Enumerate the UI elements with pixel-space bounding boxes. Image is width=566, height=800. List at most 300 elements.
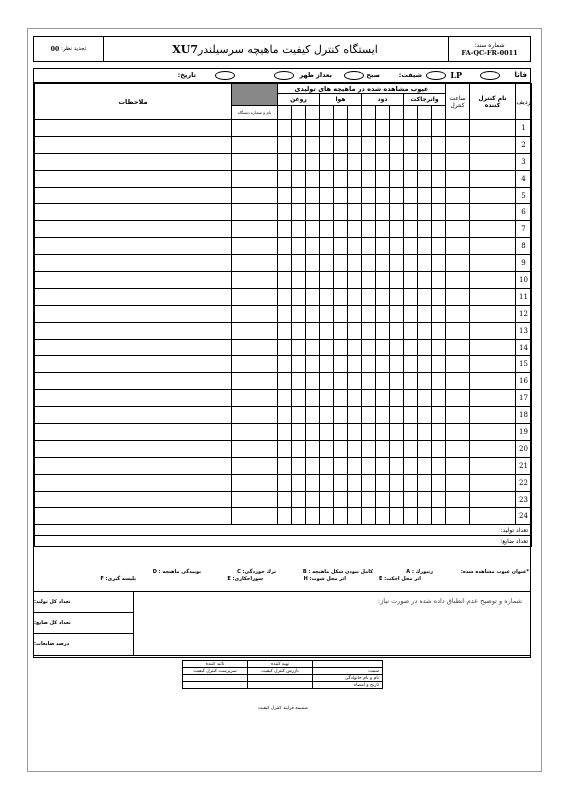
table-cell[interactable]	[376, 255, 390, 272]
table-cell[interactable]	[306, 339, 320, 356]
table-cell[interactable]	[446, 356, 470, 373]
table-cell[interactable]	[404, 491, 418, 508]
table-cell[interactable]	[470, 255, 516, 272]
table-cell[interactable]	[432, 390, 446, 407]
table-cell[interactable]	[470, 390, 516, 407]
table-cell[interactable]	[390, 339, 404, 356]
table-cell[interactable]	[334, 390, 348, 407]
table-cell[interactable]	[432, 136, 446, 153]
table-cell[interactable]	[362, 508, 376, 525]
extra-checkbox[interactable]	[215, 71, 235, 80]
table-cell[interactable]	[35, 457, 232, 474]
table-cell[interactable]	[362, 339, 376, 356]
table-cell[interactable]	[232, 390, 278, 407]
table-cell[interactable]	[35, 120, 232, 137]
table-cell[interactable]	[278, 221, 292, 238]
table-cell[interactable]	[348, 272, 362, 289]
table-cell[interactable]	[362, 187, 376, 204]
table-cell[interactable]	[376, 424, 390, 441]
table-cell[interactable]	[418, 187, 432, 204]
table-cell[interactable]	[306, 238, 320, 255]
table-cell[interactable]	[292, 255, 306, 272]
table-cell[interactable]	[446, 187, 470, 204]
table-cell[interactable]	[320, 204, 334, 221]
prepared-sign-field[interactable]	[248, 682, 313, 689]
table-cell[interactable]	[35, 508, 232, 525]
table-cell[interactable]	[306, 170, 320, 187]
table-cell[interactable]	[432, 407, 446, 424]
table-cell[interactable]	[320, 491, 334, 508]
table-cell[interactable]	[334, 187, 348, 204]
table-cell[interactable]	[418, 204, 432, 221]
table-cell[interactable]	[278, 136, 292, 153]
table-cell[interactable]	[320, 153, 334, 170]
table-cell[interactable]	[432, 221, 446, 238]
table-cell[interactable]	[446, 457, 470, 474]
table-cell[interactable]	[470, 136, 516, 153]
table-cell[interactable]	[376, 170, 390, 187]
table-cell[interactable]	[376, 153, 390, 170]
table-cell[interactable]	[306, 407, 320, 424]
table-cell[interactable]	[278, 153, 292, 170]
table-cell[interactable]	[362, 170, 376, 187]
afternoon-checkbox[interactable]	[274, 71, 294, 80]
table-cell[interactable]	[292, 221, 306, 238]
table-cell[interactable]	[362, 255, 376, 272]
table-cell[interactable]	[320, 288, 334, 305]
table-cell[interactable]	[390, 356, 404, 373]
table-cell[interactable]	[432, 153, 446, 170]
table-cell[interactable]	[446, 204, 470, 221]
table-cell[interactable]	[278, 238, 292, 255]
table-cell[interactable]	[470, 356, 516, 373]
table-cell[interactable]	[390, 288, 404, 305]
table-cell[interactable]	[292, 356, 306, 373]
table-cell[interactable]	[278, 272, 292, 289]
table-cell[interactable]	[320, 136, 334, 153]
table-cell[interactable]	[376, 272, 390, 289]
table-cell[interactable]	[418, 255, 432, 272]
table-cell[interactable]	[306, 272, 320, 289]
table-cell[interactable]	[470, 120, 516, 137]
table-cell[interactable]	[306, 153, 320, 170]
table-cell[interactable]	[306, 187, 320, 204]
table-cell[interactable]	[292, 187, 306, 204]
table-cell[interactable]	[404, 424, 418, 441]
table-cell[interactable]	[348, 474, 362, 491]
table-cell[interactable]	[35, 153, 232, 170]
table-cell[interactable]	[362, 424, 376, 441]
table-cell[interactable]	[348, 491, 362, 508]
table-cell[interactable]	[376, 288, 390, 305]
table-cell[interactable]	[376, 440, 390, 457]
table-cell[interactable]	[232, 424, 278, 441]
table-cell[interactable]	[432, 170, 446, 187]
table-cell[interactable]	[470, 204, 516, 221]
table-cell[interactable]	[35, 187, 232, 204]
table-cell[interactable]	[470, 153, 516, 170]
table-cell[interactable]	[306, 474, 320, 491]
table-cell[interactable]	[35, 474, 232, 491]
table-cell[interactable]	[292, 288, 306, 305]
table-cell[interactable]	[376, 356, 390, 373]
table-cell[interactable]	[348, 204, 362, 221]
table-cell[interactable]	[334, 457, 348, 474]
table-cell[interactable]	[418, 491, 432, 508]
table-cell[interactable]	[446, 238, 470, 255]
table-cell[interactable]	[376, 491, 390, 508]
table-cell[interactable]	[306, 255, 320, 272]
table-cell[interactable]	[432, 373, 446, 390]
table-cell[interactable]	[446, 474, 470, 491]
morning-checkbox[interactable]	[344, 71, 364, 80]
table-cell[interactable]	[390, 491, 404, 508]
table-cell[interactable]	[306, 373, 320, 390]
table-cell[interactable]	[348, 356, 362, 373]
table-cell[interactable]	[320, 170, 334, 187]
table-cell[interactable]	[306, 305, 320, 322]
table-cell[interactable]	[334, 407, 348, 424]
table-cell[interactable]	[404, 221, 418, 238]
table-cell[interactable]	[390, 440, 404, 457]
table-cell[interactable]	[390, 153, 404, 170]
table-cell[interactable]	[306, 508, 320, 525]
table-cell[interactable]	[278, 424, 292, 441]
table-cell[interactable]	[278, 120, 292, 137]
table-cell[interactable]	[232, 305, 278, 322]
table-cell[interactable]	[390, 136, 404, 153]
table-cell[interactable]	[292, 238, 306, 255]
table-cell[interactable]	[362, 238, 376, 255]
table-cell[interactable]	[306, 457, 320, 474]
table-cell[interactable]	[404, 305, 418, 322]
table-cell[interactable]	[320, 238, 334, 255]
table-cell[interactable]	[446, 390, 470, 407]
table-cell[interactable]	[278, 170, 292, 187]
table-cell[interactable]	[432, 255, 446, 272]
table-cell[interactable]	[446, 491, 470, 508]
table-cell[interactable]	[390, 407, 404, 424]
table-cell[interactable]	[278, 204, 292, 221]
table-cell[interactable]	[232, 407, 278, 424]
table-cell[interactable]	[404, 322, 418, 339]
table-cell[interactable]	[418, 440, 432, 457]
table-cell[interactable]	[320, 390, 334, 407]
table-cell[interactable]	[348, 305, 362, 322]
table-cell[interactable]	[334, 170, 348, 187]
table-cell[interactable]	[292, 339, 306, 356]
table-cell[interactable]	[446, 322, 470, 339]
table-cell[interactable]	[432, 457, 446, 474]
table-cell[interactable]	[348, 339, 362, 356]
table-cell[interactable]	[376, 136, 390, 153]
table-cell[interactable]	[404, 390, 418, 407]
table-cell[interactable]	[348, 407, 362, 424]
table-cell[interactable]	[390, 238, 404, 255]
table-cell[interactable]	[418, 305, 432, 322]
table-cell[interactable]	[292, 508, 306, 525]
table-cell[interactable]	[418, 407, 432, 424]
table-cell[interactable]	[432, 339, 446, 356]
table-cell[interactable]	[35, 339, 232, 356]
table-cell[interactable]	[320, 508, 334, 525]
table-cell[interactable]	[334, 255, 348, 272]
table-cell[interactable]	[446, 373, 470, 390]
table-cell[interactable]	[348, 221, 362, 238]
table-cell[interactable]	[348, 440, 362, 457]
table-cell[interactable]	[348, 373, 362, 390]
table-cell[interactable]	[334, 288, 348, 305]
table-cell[interactable]	[418, 153, 432, 170]
table-cell[interactable]	[278, 457, 292, 474]
table-cell[interactable]	[390, 508, 404, 525]
table-cell[interactable]	[334, 322, 348, 339]
table-cell[interactable]	[390, 322, 404, 339]
table-cell[interactable]	[306, 356, 320, 373]
table-cell[interactable]	[446, 440, 470, 457]
table-cell[interactable]	[376, 339, 390, 356]
table-cell[interactable]	[376, 305, 390, 322]
table-cell[interactable]	[432, 440, 446, 457]
table-cell[interactable]	[470, 170, 516, 187]
table-cell[interactable]	[232, 288, 278, 305]
table-cell[interactable]	[432, 424, 446, 441]
production-total-label[interactable]: تعداد تولید:	[35, 525, 532, 536]
table-cell[interactable]	[418, 238, 432, 255]
table-cell[interactable]	[292, 457, 306, 474]
table-cell[interactable]	[418, 424, 432, 441]
table-cell[interactable]	[278, 373, 292, 390]
table-cell[interactable]	[35, 204, 232, 221]
table-cell[interactable]	[470, 407, 516, 424]
table-cell[interactable]	[334, 136, 348, 153]
table-cell[interactable]	[35, 407, 232, 424]
table-cell[interactable]	[292, 407, 306, 424]
table-cell[interactable]	[376, 238, 390, 255]
table-cell[interactable]	[232, 221, 278, 238]
approved-sign-field[interactable]	[183, 682, 248, 689]
table-cell[interactable]	[278, 255, 292, 272]
table-cell[interactable]	[390, 272, 404, 289]
table-cell[interactable]	[362, 474, 376, 491]
table-cell[interactable]	[404, 508, 418, 525]
table-cell[interactable]	[278, 356, 292, 373]
table-cell[interactable]	[470, 457, 516, 474]
table-cell[interactable]	[470, 221, 516, 238]
table-cell[interactable]	[418, 356, 432, 373]
table-cell[interactable]	[446, 136, 470, 153]
table-cell[interactable]	[362, 272, 376, 289]
table-cell[interactable]	[278, 390, 292, 407]
table-cell[interactable]	[35, 272, 232, 289]
table-cell[interactable]	[348, 255, 362, 272]
table-cell[interactable]	[390, 474, 404, 491]
table-cell[interactable]	[348, 153, 362, 170]
table-cell[interactable]	[232, 440, 278, 457]
table-cell[interactable]	[376, 187, 390, 204]
table-cell[interactable]	[418, 339, 432, 356]
table-cell[interactable]	[306, 204, 320, 221]
table-cell[interactable]	[362, 356, 376, 373]
table-cell[interactable]	[432, 187, 446, 204]
table-cell[interactable]	[348, 238, 362, 255]
table-cell[interactable]	[35, 322, 232, 339]
table-cell[interactable]	[334, 424, 348, 441]
waste-total-label[interactable]: تعداد ضایع:	[35, 536, 532, 547]
table-cell[interactable]	[418, 120, 432, 137]
table-cell[interactable]	[404, 238, 418, 255]
table-cell[interactable]	[418, 508, 432, 525]
table-cell[interactable]	[418, 136, 432, 153]
table-cell[interactable]	[232, 322, 278, 339]
total-production-field[interactable]: تعداد کل تولید:	[34, 592, 133, 613]
table-cell[interactable]	[35, 170, 232, 187]
table-cell[interactable]	[278, 440, 292, 457]
table-cell[interactable]	[334, 153, 348, 170]
table-cell[interactable]	[232, 373, 278, 390]
table-cell[interactable]	[292, 153, 306, 170]
table-cell[interactable]	[404, 457, 418, 474]
table-cell[interactable]	[470, 322, 516, 339]
table-cell[interactable]	[278, 474, 292, 491]
table-cell[interactable]	[334, 204, 348, 221]
table-cell[interactable]	[292, 491, 306, 508]
table-cell[interactable]	[446, 288, 470, 305]
table-cell[interactable]	[232, 508, 278, 525]
table-cell[interactable]	[334, 508, 348, 525]
table-cell[interactable]	[404, 272, 418, 289]
table-cell[interactable]	[446, 305, 470, 322]
table-cell[interactable]	[470, 288, 516, 305]
table-cell[interactable]	[334, 373, 348, 390]
table-cell[interactable]	[362, 305, 376, 322]
table-cell[interactable]	[306, 288, 320, 305]
table-cell[interactable]	[232, 491, 278, 508]
table-cell[interactable]	[390, 187, 404, 204]
table-cell[interactable]	[306, 322, 320, 339]
table-cell[interactable]	[376, 407, 390, 424]
table-cell[interactable]	[362, 491, 376, 508]
table-cell[interactable]	[348, 288, 362, 305]
table-cell[interactable]	[334, 491, 348, 508]
table-cell[interactable]	[278, 508, 292, 525]
table-cell[interactable]	[334, 305, 348, 322]
table-cell[interactable]	[348, 120, 362, 137]
table-cell[interactable]	[376, 221, 390, 238]
table-cell[interactable]	[470, 424, 516, 441]
table-cell[interactable]	[320, 373, 334, 390]
table-cell[interactable]	[418, 474, 432, 491]
table-cell[interactable]	[470, 508, 516, 525]
table-cell[interactable]	[418, 170, 432, 187]
table-cell[interactable]	[334, 356, 348, 373]
table-cell[interactable]	[232, 170, 278, 187]
table-cell[interactable]	[418, 390, 432, 407]
table-cell[interactable]	[35, 440, 232, 457]
table-cell[interactable]	[362, 136, 376, 153]
table-cell[interactable]	[278, 288, 292, 305]
table-cell[interactable]	[446, 272, 470, 289]
table-cell[interactable]	[404, 474, 418, 491]
table-cell[interactable]	[232, 136, 278, 153]
table-cell[interactable]	[390, 373, 404, 390]
table-cell[interactable]	[446, 153, 470, 170]
table-cell[interactable]	[404, 136, 418, 153]
table-cell[interactable]	[470, 440, 516, 457]
table-cell[interactable]	[278, 491, 292, 508]
table-cell[interactable]	[292, 322, 306, 339]
table-cell[interactable]	[432, 120, 446, 137]
prepared-name-field[interactable]	[248, 675, 313, 682]
table-cell[interactable]	[306, 136, 320, 153]
table-cell[interactable]	[320, 356, 334, 373]
table-cell[interactable]	[376, 508, 390, 525]
table-cell[interactable]	[362, 373, 376, 390]
table-cell[interactable]	[320, 322, 334, 339]
table-cell[interactable]	[334, 221, 348, 238]
table-cell[interactable]	[390, 255, 404, 272]
table-cell[interactable]	[418, 288, 432, 305]
table-cell[interactable]	[390, 221, 404, 238]
table-cell[interactable]	[432, 508, 446, 525]
table-cell[interactable]	[390, 424, 404, 441]
table-cell[interactable]	[446, 508, 470, 525]
table-cell[interactable]	[35, 390, 232, 407]
table-cell[interactable]	[348, 457, 362, 474]
table-cell[interactable]	[278, 407, 292, 424]
table-cell[interactable]	[232, 238, 278, 255]
table-cell[interactable]	[404, 356, 418, 373]
table-cell[interactable]	[320, 272, 334, 289]
table-cell[interactable]	[348, 322, 362, 339]
table-cell[interactable]	[390, 170, 404, 187]
table-cell[interactable]	[232, 187, 278, 204]
table-cell[interactable]	[35, 491, 232, 508]
table-cell[interactable]	[35, 238, 232, 255]
table-cell[interactable]	[432, 204, 446, 221]
table-cell[interactable]	[306, 491, 320, 508]
table-cell[interactable]	[470, 238, 516, 255]
table-cell[interactable]	[232, 204, 278, 221]
table-cell[interactable]	[432, 305, 446, 322]
table-cell[interactable]	[404, 120, 418, 137]
table-cell[interactable]	[348, 508, 362, 525]
table-cell[interactable]	[432, 272, 446, 289]
table-cell[interactable]	[404, 204, 418, 221]
table-cell[interactable]	[292, 424, 306, 441]
table-cell[interactable]	[292, 170, 306, 187]
table-cell[interactable]	[334, 440, 348, 457]
table-cell[interactable]	[306, 440, 320, 457]
table-cell[interactable]	[390, 305, 404, 322]
table-cell[interactable]	[390, 457, 404, 474]
table-cell[interactable]	[470, 491, 516, 508]
table-cell[interactable]	[348, 170, 362, 187]
table-cell[interactable]	[306, 390, 320, 407]
table-cell[interactable]	[470, 373, 516, 390]
table-cell[interactable]	[470, 339, 516, 356]
table-cell[interactable]	[470, 305, 516, 322]
table-cell[interactable]	[320, 187, 334, 204]
table-cell[interactable]	[446, 170, 470, 187]
table-cell[interactable]	[292, 440, 306, 457]
table-cell[interactable]	[446, 221, 470, 238]
table-cell[interactable]	[35, 373, 232, 390]
table-cell[interactable]	[404, 407, 418, 424]
table-cell[interactable]	[470, 474, 516, 491]
table-cell[interactable]	[320, 339, 334, 356]
table-cell[interactable]	[470, 272, 516, 289]
